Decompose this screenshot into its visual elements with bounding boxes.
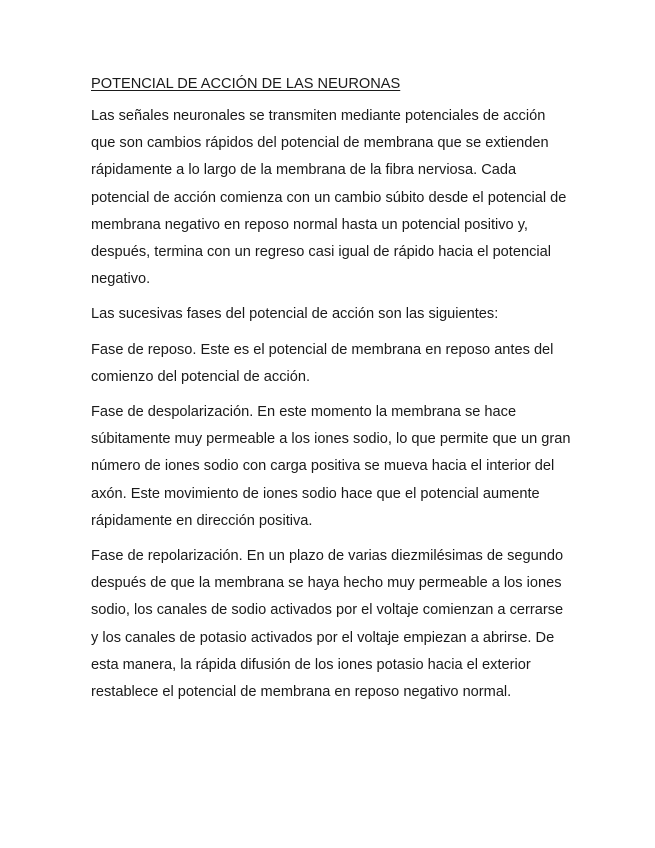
paragraph-repolarization-phase: Fase de repolarización. En un plazo de varias diezmilésimas de segundo después de que la membrana se haya hecho muy permeable a los iones sodio, los canales de sodio activados por el voltaje comienzan a cerrarse y los canales de potasio activados por el voltaje empiezan a abrirse. De esta manera, la rápida difusión de los iones potasio hacia el exterior restablece el potencial de membrana en reposo negativo normal. xyxy=(91,548,564,701)
document-title: POTENCIAL DE ACCIÓN DE LAS NEURONAS xyxy=(91,76,401,92)
paragraph-phases-intro: Las sucesivas fases del potencial de acción son las siguientes: xyxy=(91,306,499,323)
paragraph-depolarization-phase: Fase de despolarización. En este momento la membrana se hace súbitamente muy permeable a los iones sodio, lo que permite que un gran número de iones sodio con carga positiva se mueva hacia el interior del axón. Este movimiento de iones sodio hace que el potencial aumente rápidamente en dirección positiva. xyxy=(91,404,571,529)
paragraph-resting-phase: Fase de reposo. Este es el potencial de membrana en reposo antes del comienzo del potencial de acción. xyxy=(91,341,554,385)
paragraph-intro: Las señales neuronales se transmiten mediante potenciales de acción que son cambios rápidos del potencial de membrana que se extienden rápidamente a lo largo de la membrana de la fibra nerviosa. Cada potencial de acción comienza con un cambio súbito desde el potencial de membrana negativo en reposo normal hasta un potencial positivo y, después, termina con un regreso casi igual de rápido hacia el potencial negativo. xyxy=(91,108,567,288)
document-body xyxy=(91,74,571,714)
